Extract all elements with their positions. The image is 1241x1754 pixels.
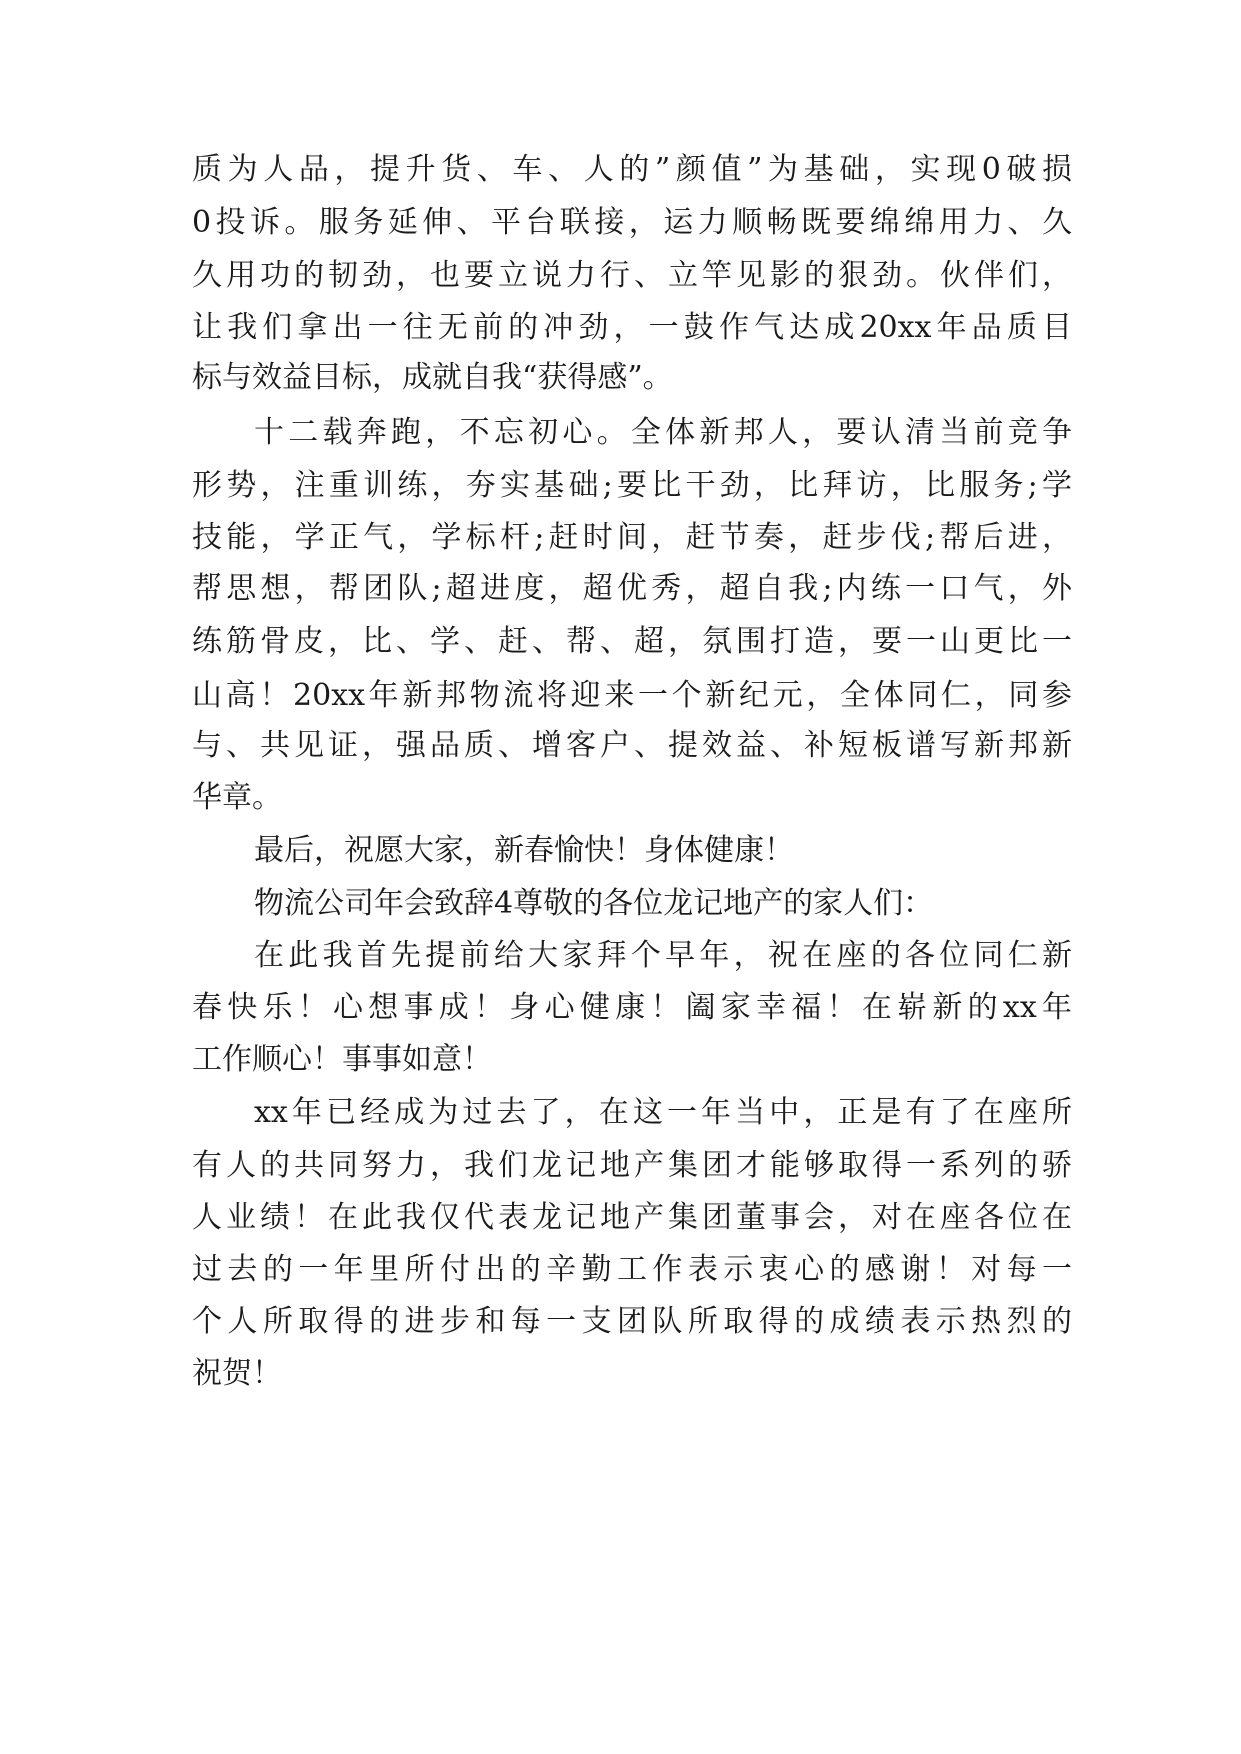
- paragraph-first-line: 物流公司年会致辞4尊敬的各位龙记地产的家人们：: [254, 886, 934, 921]
- body-text-line: 过去的一年里所付出的辛勤工作表示衷心的感谢！对每一: [192, 1252, 1072, 1287]
- body-text-line: 个人所取得的进步和每一支团队所取得的成绩表示热烈的: [192, 1304, 1072, 1339]
- body-text-line: 练筋骨皮，比、学、赶、帮、超，氛围打造，要一山更比一: [192, 624, 1072, 659]
- body-text-line: 春快乐！心想事成！身心健康！阖家幸福！在崭新的xx年: [192, 990, 1072, 1025]
- paragraph-first-line: 最后，祝愿大家，新春愉快！身体健康！: [254, 833, 794, 868]
- paragraph-first-line: 十二载奔跑，不忘初心。全体新邦人，要认清当前竞争: [254, 415, 1072, 450]
- body-text-line: 祝贺！: [192, 1356, 282, 1391]
- paragraph-first-line: xx年已经成为过去了，在这一年当中，正是有了在座所: [254, 1095, 1072, 1130]
- body-text-line: 让我们拿出一往无前的冲劲，一鼓作气达成20xx年品质目: [192, 310, 1072, 345]
- body-text-line: 0投诉。服务延伸、平台联接，运力顺畅既要绵绵用力、久: [192, 205, 1072, 240]
- body-text-line: 帮思想，帮团队;超进度，超优秀，超自我;内练一口气，外: [192, 571, 1072, 606]
- body-text-line: 有人的共同努力，我们龙记地产集团才能够取得一系列的骄: [192, 1148, 1072, 1183]
- body-text-line: 标与效益目标，成就自我“获得感”。: [192, 360, 673, 395]
- body-text-line: 山高！20xx年新邦物流将迎来一个新纪元，全体同仁，同参: [192, 678, 1072, 713]
- body-text-line: 华章。: [192, 780, 282, 815]
- body-text-line: 久用功的韧劲，也要立说力行、立竿见影的狠劲。伙伴们，: [192, 258, 1072, 293]
- body-text-line: 技能，学正气，学标杆;赶时间，赶节奏，赶步伐;帮后进，: [192, 520, 1072, 555]
- body-text-line: 与、共见证，强品质、增客户、提效益、补短板谱写新邦新: [192, 728, 1072, 763]
- body-text-line: 人业绩！在此我仅代表龙记地产集团董事会，对在座各位在: [192, 1200, 1072, 1235]
- body-text-line: 工作顺心！事事如意！: [192, 1042, 492, 1077]
- paragraph-first-line: 在此我首先提前给大家拜个早年，祝在座的各位同仁新: [254, 938, 1072, 973]
- body-text-line: 形势，注重训练，夯实基础;要比干劲，比拜访，比服务;学: [192, 468, 1072, 503]
- body-text-line: 质为人品，提升货、车、人的”颜值”为基础，实现0破损: [192, 152, 1072, 187]
